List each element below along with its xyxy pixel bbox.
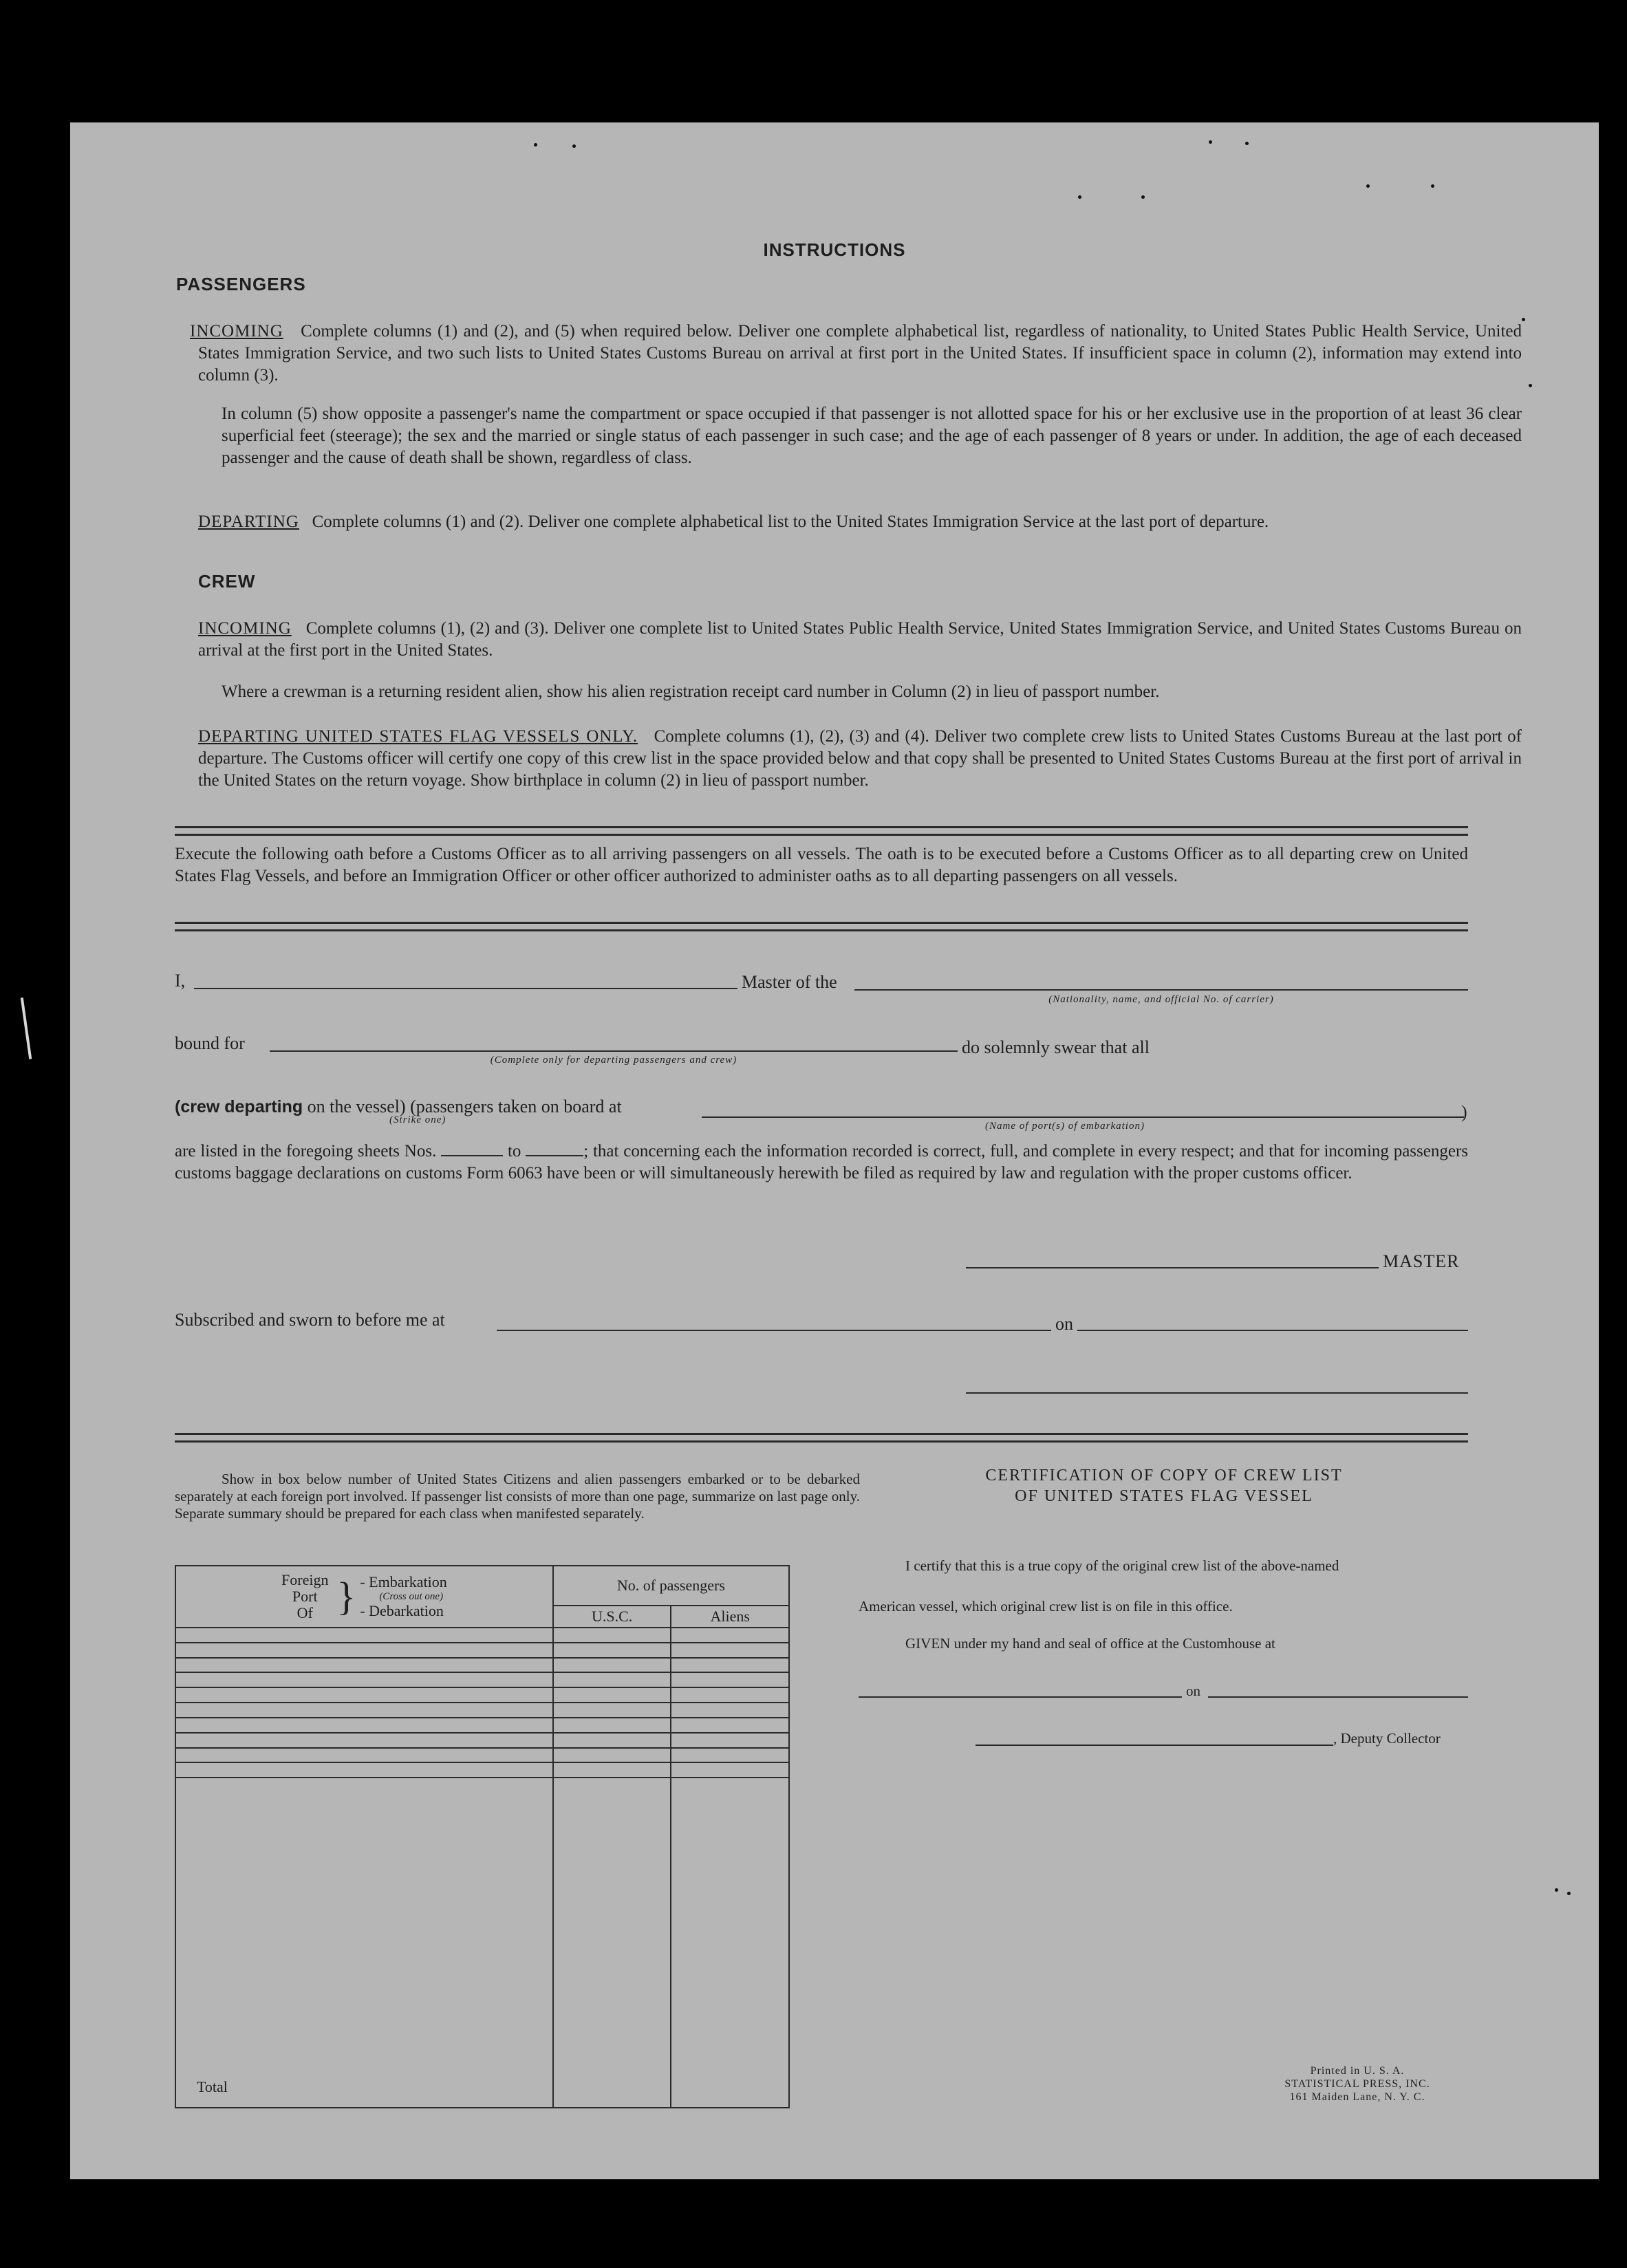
passengers-column5-text: In column (5) show opposite a passenger's name the compartment or space occupied if that passenger is not allotted space for his or her exclusive use in the proportion of at least 36 clear superficial feet (steerage); the sex and the married or single status of each passenger in such case; and the age of each passenger of 8 years or under. In addition, the age of each deceased passenger and the cause of death shall be shown, regardless of class. [222,404,1522,467]
usc-cell[interactable] [553,1658,671,1673]
certify-line1: I certify that this is a true copy of the original crew list of the above-named [905,1557,1339,1574]
strike-one-note: (Strike one) [389,1114,446,1125]
ports-note: (Name of port(s) of embarkation) [985,1121,1145,1132]
port-cell[interactable] [175,1718,553,1733]
sworn-place-line[interactable] [497,1330,1051,1331]
debarkation-option[interactable]: - Debarkation [360,1602,444,1619]
aliens-cell[interactable] [671,1643,789,1658]
aliens-cell[interactable] [671,1628,789,1643]
divider-double-1 [175,826,1468,836]
brace-icon: } [336,1574,356,1619]
listed-text-2: ; that concerning each the information recorded is correct, full, and complete in every respect; and that for incoming passengers customs baggage declarations on customs Form 6063 have been or will simultaneously herewith be filed as required by law and regulation with the proper customs officer. [175,1142,1468,1182]
port-cell[interactable] [175,1762,553,1778]
sworn-on-label: on [1055,1314,1073,1334]
bound-for-label: bound for [175,1033,245,1053]
certification-title-line2: OF UNITED STATES FLAG VESSEL [1015,1487,1313,1505]
master-signature-line[interactable] [966,1267,1379,1268]
customhouse-line[interactable] [859,1696,1182,1698]
passengers-column5-paragraph [222,403,1522,469]
scan-speck [1245,142,1249,145]
aliens-cell[interactable] [671,1658,789,1673]
no-of-passengers-header: No. of passengers [553,1566,789,1606]
scan-speck [1209,140,1212,144]
crew-departing-paragraph [198,726,1522,792]
scan-speck [1522,318,1525,321]
table-row [175,1703,789,1718]
table-row [175,1658,789,1673]
aliens-cell[interactable] [671,1703,789,1718]
port-cell[interactable] [175,1672,553,1687]
certification-title-line1: CERTIFICATION OF COPY OF CREW LIST [985,1467,1343,1484]
usc-cell[interactable] [553,1687,671,1703]
given-line: GIVEN under my hand and seal of office at the Customhouse at [905,1635,1275,1652]
aliens-header: Aliens [671,1606,789,1628]
port-cell[interactable] [175,1733,553,1748]
summary-instructions: Show in box below number of United States Citizens and alien passengers embarked or to be debarked separately at each foreign port involved. If passenger list consists of more than one page, summarize on last page only. Separate summary should be prepared for each class when manifested separately. [175,1471,860,1522]
table-row [175,1718,789,1733]
listed-paragraph [175,1141,1468,1185]
to-label: to [507,1142,521,1160]
port-cell[interactable] [175,1628,553,1643]
printer-line3: 161 Maiden Lane, N. Y. C. [1289,2091,1425,2103]
cert-date-line[interactable] [1208,1696,1468,1698]
aliens-cell[interactable] [671,1718,789,1733]
crew-incoming-label: INCOMING [198,619,292,638]
total-usc-cell[interactable] [553,1778,671,2108]
usc-cell[interactable] [553,1703,671,1718]
foreign-port-of-label: Foreign Port Of [281,1571,329,1621]
passenger-summary-table [175,1565,790,2108]
crew-departing-label: DEPARTING UNITED STATES FLAG VESSELS ONLY. [198,727,638,746]
aliens-cell[interactable] [671,1672,789,1687]
table-row [175,1762,789,1778]
deputy-collector-label: , Deputy Collector [1333,1730,1441,1747]
master-label: MASTER [1383,1251,1460,1271]
sheet-to-field[interactable] [526,1155,583,1156]
scan-speck [1431,184,1434,188]
carrier-line[interactable] [854,989,1468,991]
swear-text: do solemnly swear that all [962,1037,1150,1057]
port-cell[interactable] [175,1748,553,1763]
master-of-the-label: Master of the [742,972,837,992]
usc-cell[interactable] [553,1733,671,1748]
divider-double-2 [175,922,1468,931]
foreign-port-header [175,1566,553,1628]
officer-signature-line[interactable] [966,1392,1468,1394]
close-paren: ) [1461,1102,1467,1122]
usc-header: U.S.C. [553,1606,671,1628]
cross-out-note: (Cross out one) [379,1591,444,1602]
printer-line1: Printed in U. S. A. [1310,2065,1405,2077]
certification-title [854,1465,1474,1506]
crew-resident-alien-text: Where a crewman is a returning resident alien, show his alien registration receipt card number in Column (2) in lieu of passport number. [222,682,1160,701]
embarkation-option[interactable]: - Embarkation [360,1573,447,1590]
deputy-collector-line[interactable] [976,1745,1333,1746]
scan-speck [1366,184,1370,188]
total-aliens-cell[interactable] [671,1778,789,2108]
crew-heading: CREW [198,571,256,592]
printer-line2: STATISTICAL PRESS, INC. [1284,2078,1430,2090]
bound-for-line[interactable] [270,1050,958,1052]
sheet-from-field[interactable] [441,1155,503,1156]
sworn-date-line[interactable] [1077,1330,1468,1331]
aliens-cell[interactable] [671,1733,789,1748]
aliens-cell[interactable] [671,1687,789,1703]
port-cell[interactable] [175,1643,553,1658]
total-label: Total [175,1778,553,2108]
scan-speck [1567,1892,1571,1895]
complete-only-note: (Complete only for departing passengers and crew) [490,1055,737,1066]
cert-on-label: on [1186,1683,1200,1699]
usc-cell[interactable] [553,1748,671,1763]
listed-text-1: are listed in the foregoing sheets Nos. [175,1142,437,1160]
table-row [175,1733,789,1748]
crew-incoming-text: Complete columns (1), (2) and (3). Deliver one complete list to United States Public Health Service, United States Immigration Service, and United States Customs Bureau on arrival at the first port in the United States. [198,619,1522,660]
table-row [175,1643,789,1658]
usc-cell[interactable] [553,1628,671,1643]
passengers-incoming-text: Complete columns (1) and (2), and (5) when required below. Deliver one complete alphabetical list, regardless of nationality, to United States Public Health Service, United States Immigration Service, and two such lists to United States Customs Bureau on arrival at first port in the United States. If insufficient space in column (2), information may extend into column (3). [198,322,1522,385]
total-row [175,1778,789,2108]
scan-mark [21,997,32,1059]
scan-speck [1078,195,1081,199]
passengers-departing-paragraph [198,511,1522,533]
usc-cell[interactable] [553,1643,671,1658]
oath-intro: Execute the following oath before a Customs Officer as to all arriving passengers on all vessels. The oath is to be executed before a Customs Officer as to all departing crew on United States Flag Vessels, and before an Immigration Officer or other officer authorized to administer oaths as to all departing passengers on all vessels. [175,845,1468,885]
passengers-incoming-label: INCOMING [190,322,283,341]
passengers-departing-text: Complete columns (1) and (2). Deliver one complete alphabetical list to the United States Immigration Service at the last port of departure. [312,512,1269,531]
table-row [175,1672,789,1687]
port-cell[interactable] [175,1687,553,1703]
usc-cell[interactable] [553,1672,671,1687]
port-cell[interactable] [175,1703,553,1718]
oath-i-label: I, [175,971,186,991]
scan-speck [1555,1888,1558,1892]
crew-departing-option[interactable]: (crew departing [175,1097,303,1116]
scan-speck [1529,384,1532,387]
aliens-cell[interactable] [671,1748,789,1763]
certify-line2: American vessel, which original crew list is on file in this office. [859,1598,1233,1614]
aliens-cell[interactable] [671,1762,789,1778]
master-name-line[interactable] [194,988,737,989]
scan-speck [534,143,537,147]
table-row [175,1628,789,1643]
divider-double-3 [175,1433,1468,1443]
instructions-title: INSTRUCTIONS [763,239,906,260]
crew-resident-alien-paragraph [222,681,1522,703]
passengers-incoming-paragraph [190,321,1522,387]
scan-speck [1141,195,1145,199]
passengers-heading: PASSENGERS [176,274,306,294]
printer-note [1244,2064,1471,2104]
passengers-taken-option[interactable]: (passengers taken on board at [410,1097,622,1116]
usc-cell[interactable] [553,1762,671,1778]
subscribed-label: Subscribed and sworn to before me at [175,1310,445,1330]
scan-speck [572,144,576,148]
table-row [175,1748,789,1763]
table-row [175,1687,789,1703]
crew-departing-text: Complete columns (1), (2), (3) and (4). Deliver two complete crew lists to United States Customs Bureau at the last port of departure. The Customs officer will certify one copy of this crew list in the space provided below and that copy shall be presented to United States Customs Bureau at the first port of arrival in the United States on the return voyage. Show birthplace in column (2) in lieu of passport number. [198,727,1522,790]
usc-cell[interactable] [553,1718,671,1733]
crew-incoming-paragraph [198,618,1522,662]
port-cell[interactable] [175,1658,553,1673]
on-the-vessel-text: on the vessel) [307,1097,406,1116]
nationality-note: (Nationality, name, and official No. of carrier) [1048,994,1274,1005]
embarkation-ports-line[interactable] [702,1116,1464,1118]
passengers-departing-label: DEPARTING [198,512,299,531]
